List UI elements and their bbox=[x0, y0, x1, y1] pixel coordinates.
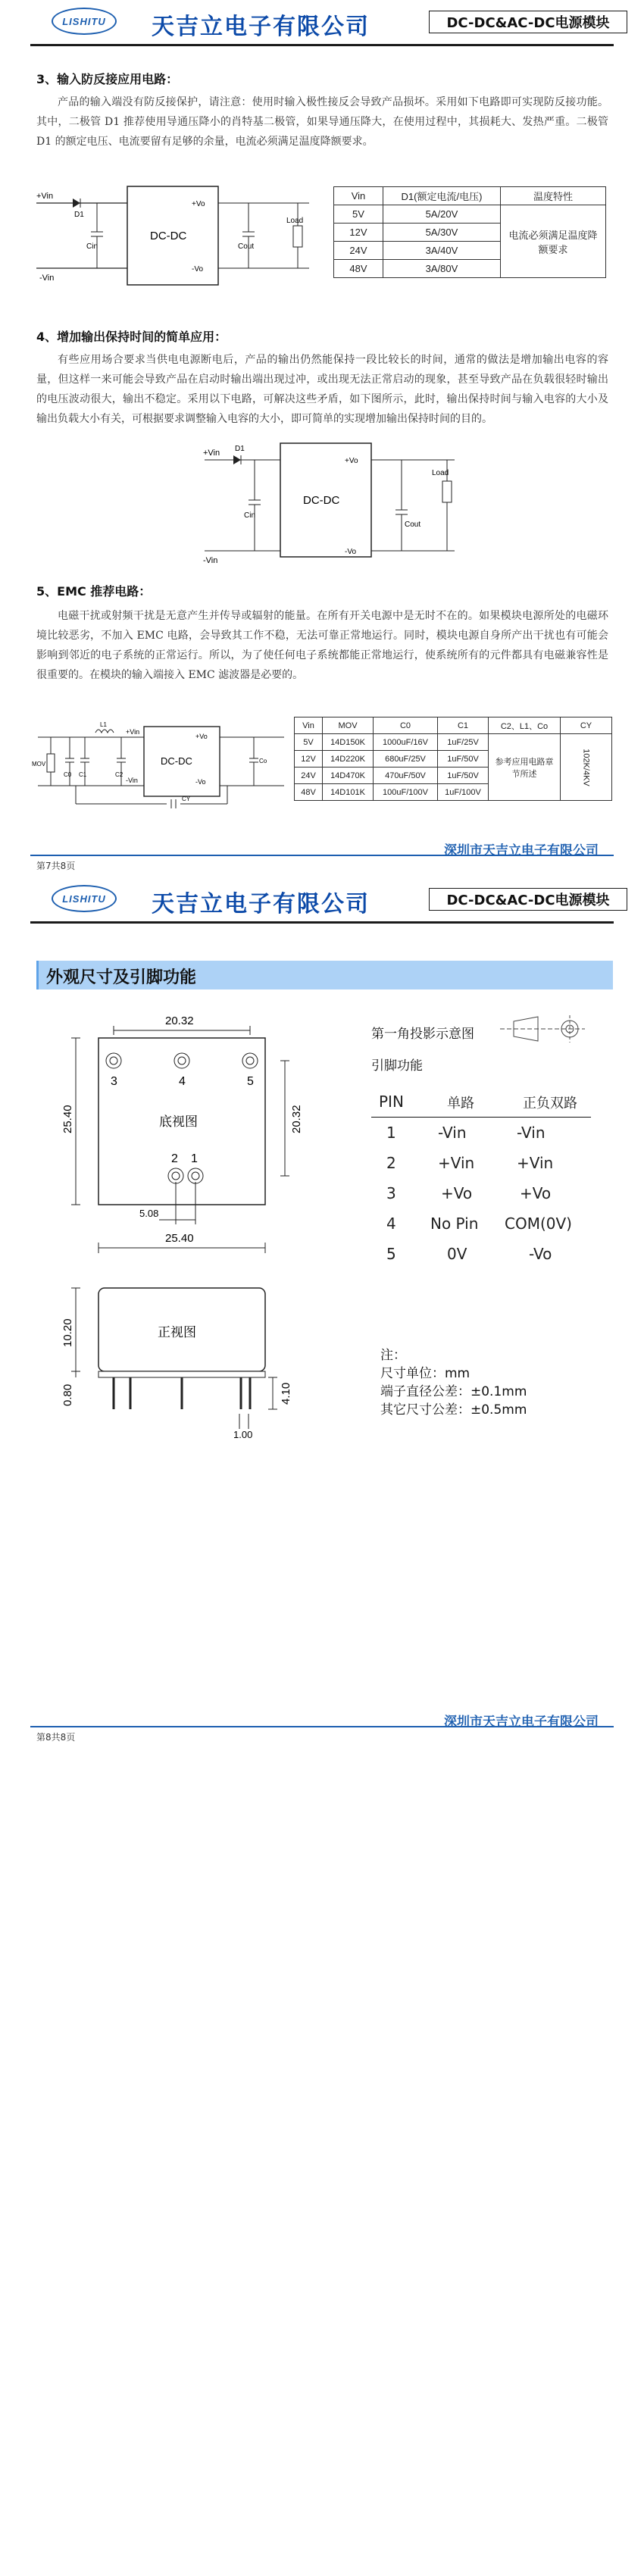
vo-neg-label: -Vo bbox=[345, 548, 357, 556]
reverse-protection-circuit bbox=[36, 179, 324, 292]
table-cell: 5V bbox=[295, 734, 323, 751]
company-name: 天吉立电子有限公司 bbox=[152, 891, 370, 918]
pin-row bbox=[371, 1208, 591, 1239]
cin-label: Cin bbox=[86, 242, 98, 251]
pin-dual: -Vin bbox=[517, 1124, 546, 1142]
table-cell: 48V bbox=[295, 784, 323, 801]
dual-col-header: 正负双路 bbox=[523, 1096, 577, 1111]
pin-row bbox=[371, 1178, 591, 1208]
footer-company: 深圳市天吉立电子有限公司 bbox=[444, 843, 599, 858]
co-label: Co bbox=[259, 758, 267, 764]
table-header: 温度特性 bbox=[501, 187, 606, 205]
company-logo: LISHITU bbox=[52, 885, 117, 912]
pin-number: 3 bbox=[386, 1184, 396, 1202]
vo-pos-label: +Vo bbox=[192, 200, 205, 208]
c2-label: C2 bbox=[115, 771, 123, 778]
table-header: C0 bbox=[374, 717, 438, 734]
pin-label: 4 bbox=[179, 1075, 186, 1088]
vo-neg-label: -Vo bbox=[192, 265, 204, 274]
holdup-circuit bbox=[197, 420, 470, 564]
dim-bottom-pitch: 5.08 bbox=[139, 1208, 159, 1219]
emc-circuit bbox=[30, 716, 292, 814]
cout-label: Cout bbox=[238, 242, 255, 251]
pin-label: 5 bbox=[247, 1075, 254, 1088]
table-cell: 1uF/100V bbox=[438, 784, 489, 801]
module-label: DC-DC bbox=[150, 230, 187, 242]
pin-col-header: PIN bbox=[379, 1093, 404, 1111]
pin-function-label: 引脚功能 bbox=[371, 1058, 423, 1074]
projection-symbol bbox=[500, 1012, 591, 1046]
pin-single: +Vin bbox=[438, 1154, 475, 1172]
emc-note: 参考应用电路章节所述 bbox=[489, 734, 561, 801]
pin-dual: COM(0V) bbox=[505, 1215, 572, 1233]
table-cell: 3A/40V bbox=[383, 242, 501, 260]
note-line: 端子直径公差：±0.1mm bbox=[380, 1384, 527, 1399]
load-label: Load bbox=[432, 469, 449, 477]
dim-pin-width: 1.00 bbox=[233, 1429, 253, 1440]
table-cell: 12V bbox=[295, 751, 323, 767]
vin-pos-label: +Vin bbox=[126, 728, 140, 736]
table-cell: 1uF/50V bbox=[438, 767, 489, 784]
section4-title: 4、增加输出保持时间的简单应用： bbox=[36, 330, 227, 344]
vin-neg-label: -Vin bbox=[39, 274, 55, 283]
pin-single: No Pin bbox=[430, 1215, 479, 1233]
c0-label: C0 bbox=[64, 771, 72, 778]
footer-line bbox=[30, 1726, 614, 1727]
section4-text: 有些应用场合要求当供电电源断电后，产品的输出仍然能保持一段比较长的时间，通常的做法是增加输出电容的容量，但这样一来可能会导致产品在启动时输出端出现过冲，或出现无法正常启动的现象，甚至导致产品在负载很轻时输出的电压波动很大，输出不稳定。采用以下电路，可解决这些矛盾，如下图所示，此时，输出保持时间与输入电容的大小及输出负载大小有关，可根据要求调整输入电容的大小，即可简单的实现增加输出保持时间的目的。 bbox=[36, 354, 608, 425]
notes-title: 注： bbox=[380, 1348, 406, 1363]
table-cell: 5V bbox=[334, 205, 383, 224]
table-cell: 680uF/25V bbox=[374, 751, 438, 767]
dim-bottom-width: 25.40 bbox=[165, 1232, 194, 1245]
table-cell: 1uF/50V bbox=[438, 751, 489, 767]
table-cell: 24V bbox=[334, 242, 383, 260]
bottom-view-label: 底视图 bbox=[159, 1114, 198, 1129]
table-header: C1 bbox=[438, 717, 489, 734]
table-header: MOV bbox=[323, 717, 374, 734]
pin-table-header bbox=[371, 1089, 591, 1117]
product-title: DC-DC&AC-DC电源模块 bbox=[429, 11, 627, 33]
pin-dual: -Vo bbox=[529, 1245, 552, 1263]
vo-pos-label: +Vo bbox=[345, 457, 358, 465]
dim-base: 0.80 bbox=[61, 1383, 74, 1406]
front-view-drawing bbox=[45, 1280, 333, 1440]
pin-dual: +Vo bbox=[520, 1184, 552, 1202]
table-cell: 14D150K bbox=[323, 734, 374, 751]
footer-company: 深圳市天吉立电子有限公司 bbox=[444, 1715, 599, 1730]
company-name: 天吉立电子有限公司 bbox=[152, 14, 370, 40]
mov-label: MOV bbox=[32, 761, 46, 767]
pin-row bbox=[371, 1148, 591, 1178]
vo-pos-label: +Vo bbox=[195, 733, 208, 740]
page8-header bbox=[30, 877, 614, 924]
table-cell: 1uF/25V bbox=[438, 734, 489, 751]
pin-row bbox=[371, 1118, 591, 1148]
pin-single: +Vo bbox=[441, 1184, 473, 1202]
page-number: 第7共8页 bbox=[36, 861, 76, 871]
table-cell: 1000uF/16V bbox=[374, 734, 438, 751]
dim-height: 25.40 bbox=[61, 1105, 74, 1133]
cy-label: CY bbox=[182, 796, 191, 802]
cy-value-text: 102K/4KV bbox=[581, 748, 591, 786]
table-cell: 3A/80V bbox=[383, 260, 501, 278]
product-title: DC-DC&AC-DC电源模块 bbox=[429, 888, 627, 911]
d1-label: D1 bbox=[74, 211, 84, 219]
table-header: Vin bbox=[295, 717, 323, 734]
note-line: 尺寸单位：mm bbox=[380, 1366, 470, 1381]
cy-value bbox=[561, 734, 612, 801]
pin-single: 0V bbox=[447, 1245, 467, 1263]
module-label: DC-DC bbox=[303, 494, 340, 507]
table-cell: 14D220K bbox=[323, 751, 374, 767]
vin-pos-label: +Vin bbox=[36, 192, 54, 201]
bottom-width-dim bbox=[45, 1229, 333, 1259]
section5-text: 电磁干扰或射频干扰是无意产生并传导或辐射的能量。在所有开关电源中是无时不在的。如果模块电源所处的电磁环境比较恶劣，不加入 EMC 电路，会导致其工作不稳，无法可靠正常地运行。同时，模块电源自身所产出干扰也有可能会影响到邻近的电子系统的正常运行。所以，为了使任何电子系统都能正常地运行，使系统所有的元件都具有电磁兼容性是很重要的。在模块的输入端接入 EMC 滤波器是必要的。 bbox=[36, 610, 608, 681]
pin-number: 5 bbox=[386, 1245, 396, 1263]
load-label: Load bbox=[286, 217, 304, 225]
note-line: 其它尺寸公差：±0.5mm bbox=[380, 1402, 527, 1418]
dim-pin-length: 4.10 bbox=[280, 1382, 292, 1405]
table-cell: 5A/30V bbox=[383, 224, 501, 242]
section3-title: 3、输入防反接应用电路： bbox=[36, 72, 179, 86]
c1-label: C1 bbox=[79, 771, 87, 778]
pin-row bbox=[371, 1239, 591, 1269]
pin-dual: +Vin bbox=[517, 1154, 554, 1172]
module-label: DC-DC bbox=[161, 755, 192, 767]
d1-label: D1 bbox=[235, 445, 245, 453]
table-cell: 14D470K bbox=[323, 767, 374, 784]
dimension-section-title: 外观尺寸及引脚功能 bbox=[46, 968, 197, 987]
emc-spec-table bbox=[294, 717, 612, 801]
table-cell: 5A/20V bbox=[383, 205, 501, 224]
pin-number: 4 bbox=[386, 1215, 396, 1233]
bottom-view-drawing bbox=[45, 1000, 333, 1235]
dim-top-width: 20.32 bbox=[165, 1014, 194, 1027]
company-logo: LISHITU bbox=[52, 8, 117, 35]
pin-table bbox=[371, 1089, 591, 1269]
d1-spec-table bbox=[333, 186, 606, 278]
table-header: Vin bbox=[334, 187, 383, 205]
vin-neg-label: -Vin bbox=[126, 777, 138, 784]
cin-label: Cin bbox=[244, 511, 256, 520]
table-cell: 24V bbox=[295, 767, 323, 784]
page7-header bbox=[30, 0, 614, 46]
table-cell: 470uF/50V bbox=[374, 767, 438, 784]
pin-label: 3 bbox=[111, 1075, 117, 1088]
table-header: D1(额定电流/电压) bbox=[383, 187, 501, 205]
pin-label: 2 bbox=[171, 1152, 178, 1165]
section5-title: 5、EMC 推荐电路： bbox=[36, 584, 152, 599]
projection-label: 第一角投影示意图 bbox=[371, 1027, 474, 1042]
section3-text: 产品的输入端没有防反接保护，请注意：使用时输入极性接反会导致产品损坏。采用如下电路即可实现防反接功能。其中，二极管 D1 推荐使用导通压降小的肖特基二极管，如果导通压降大，在使用过程中，其损耗大、发热严重。二极管 D1 的额定电压、电流要留有足够的余量，电流必须满足温度降额要求。 bbox=[36, 96, 608, 148]
cout-label: Cout bbox=[405, 521, 421, 529]
table-cell: 12V bbox=[334, 224, 383, 242]
page-number: 第8共8页 bbox=[36, 1732, 76, 1743]
vin-pos-label: +Vin bbox=[203, 449, 220, 458]
table-header: CY bbox=[561, 717, 612, 734]
dimension-section-band bbox=[36, 961, 613, 989]
pin-number: 1 bbox=[386, 1124, 396, 1142]
table-header: C2、L1、Co bbox=[489, 717, 561, 734]
dim-right-pitch: 20.32 bbox=[290, 1105, 303, 1133]
pin-single: -Vin bbox=[438, 1124, 467, 1142]
pin-label: 1 bbox=[191, 1152, 198, 1165]
front-view-label: 正视图 bbox=[158, 1325, 196, 1340]
vin-neg-label: -Vin bbox=[203, 556, 218, 564]
l1-label: L1 bbox=[100, 721, 107, 728]
temp-note: 电流必须满足温度降额要求 bbox=[501, 205, 606, 278]
table-cell: 100uF/100V bbox=[374, 784, 438, 801]
footer-line bbox=[30, 855, 614, 856]
single-col-header: 单路 bbox=[447, 1096, 474, 1111]
pin-number: 2 bbox=[386, 1154, 396, 1172]
table-cell: 14D101K bbox=[323, 784, 374, 801]
table-cell: 48V bbox=[334, 260, 383, 278]
vo-neg-label: -Vo bbox=[195, 778, 206, 786]
dim-body-height: 10.20 bbox=[61, 1318, 74, 1347]
